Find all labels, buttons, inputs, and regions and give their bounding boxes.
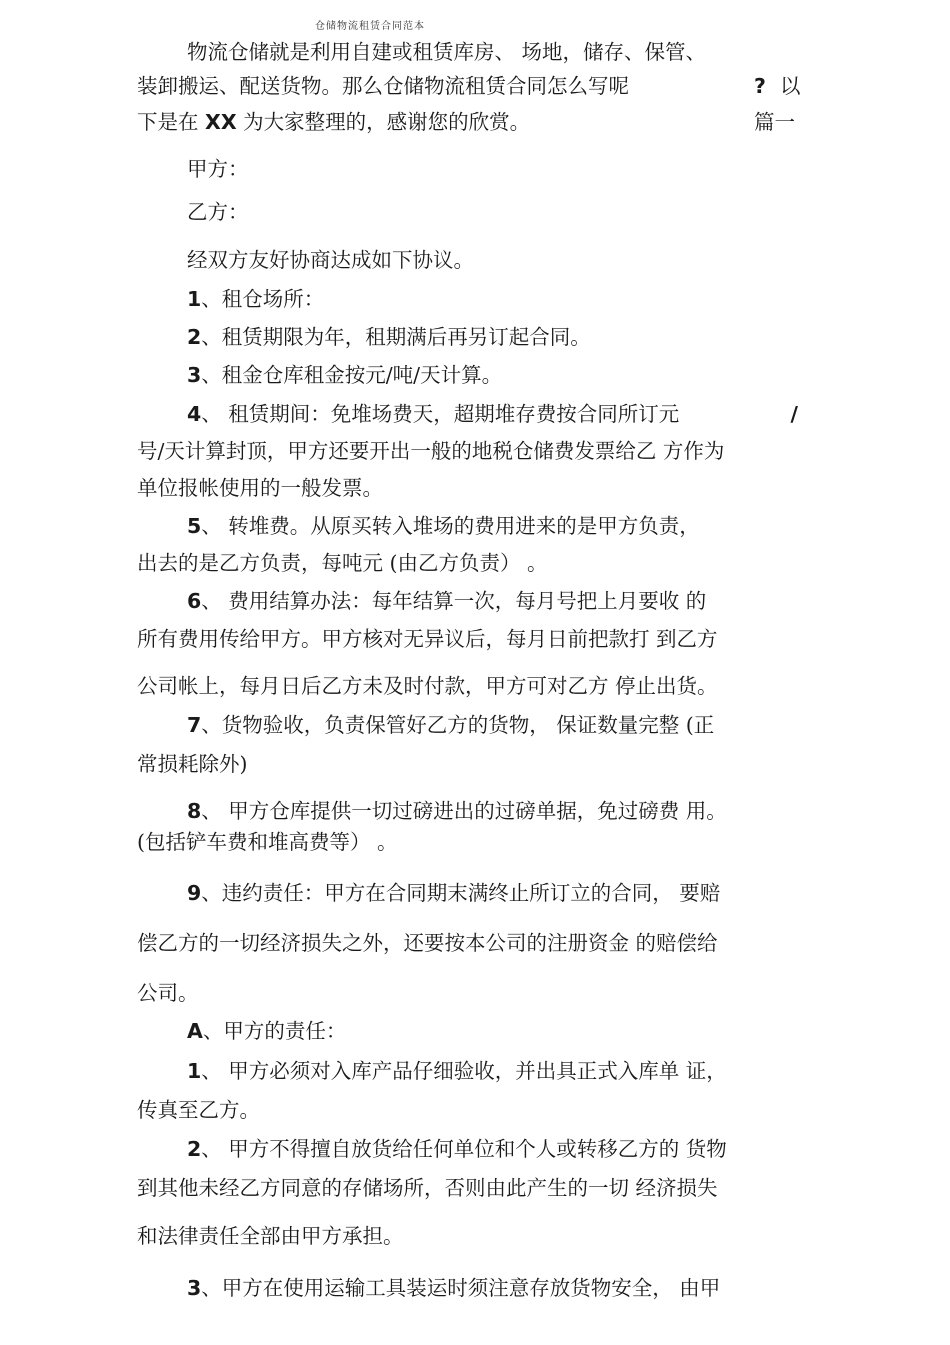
clause-6 xyxy=(187,587,802,615)
clause-number: 7 xyxy=(187,713,202,737)
section-a-heading xyxy=(187,1017,802,1045)
intro-line-1: 物流仓储就是利用自建或租赁库房、 场地，储存、保管、 xyxy=(187,40,707,64)
clause-7-line-2: 常损耗除外) xyxy=(137,752,248,776)
clause-6-line-3: 公司帐上，每月日后乙方未及时付款，甲方可对乙方 停止出货。 xyxy=(137,674,718,698)
clause-4-line-2: 号/天计算封顶，甲方还要开出一般的地税仓储费发票给乙 方作为 xyxy=(137,439,725,463)
duty-number: 3 xyxy=(187,1276,202,1300)
clause-number: 9 xyxy=(187,881,202,905)
intro-line-3-post: 为大家整理的，感谢您的欣赏。 xyxy=(236,110,531,134)
duty-3 xyxy=(187,1274,802,1302)
clause-number: 2 xyxy=(187,325,202,349)
clause-5 xyxy=(187,512,802,540)
clause-number: 8 xyxy=(187,799,202,823)
page-header-title: 仓储物流租赁合同范本 xyxy=(315,21,425,32)
clause-text: 、 费用结算办法：每年结算一次，每月号把上月要收 的 xyxy=(201,589,707,613)
duty-text: 、 甲方必须对入库产品仔细验收，并出具正式入库单 证， xyxy=(201,1059,727,1083)
preamble: 经双方友好协商达成如下协议。 xyxy=(187,248,474,272)
clause-5-line-2: 出去的是乙方负责，每吨元 (由乙方负责） 。 xyxy=(137,551,548,575)
duty-2-line-2: 到其他未经乙方同意的存储场所，否则由此产生的一切 经济损失 xyxy=(137,1176,718,1200)
clause-text: 、违约责任：甲方在合同期末满终止所订立的合同， 要赔 xyxy=(201,881,721,905)
intro-line-2-text: 装卸搬运、配送货物。那么仓储物流租赁合同怎么写呢 xyxy=(137,74,629,98)
intro-xx: XX xyxy=(205,110,237,134)
intro-piece-label: 篇一 xyxy=(754,110,795,134)
clause-text: 、 甲方仓库提供一切过磅进出的过磅单据，免过磅费 用。 xyxy=(201,799,727,823)
party-a-label: 甲方： xyxy=(187,157,249,181)
clause-number: 5 xyxy=(187,514,202,538)
clause-8-line-2: (包括铲车费和堆高费等） 。 xyxy=(137,830,398,854)
duty-1-line-2: 传真至乙方。 xyxy=(137,1098,260,1122)
clause-4 xyxy=(187,400,802,428)
clause-9-line-3: 公司。 xyxy=(137,981,199,1005)
duty-text: 、甲方在使用运输工具装运时须注意存放货物安全， 由甲 xyxy=(201,1276,721,1300)
clause-text: 、 转堆费。从原买转入堆场的费用进来的是甲方负责， xyxy=(201,514,700,538)
clause-8 xyxy=(187,797,802,825)
clause-number: 1 xyxy=(187,287,202,311)
clause-text: 、租赁期限为年，租期满后再另订起合同。 xyxy=(201,325,591,349)
clause-text: 、租仓场所： xyxy=(201,287,325,311)
clause-number: 6 xyxy=(187,589,202,613)
duty-2 xyxy=(187,1135,802,1163)
clause-3 xyxy=(187,361,802,389)
clause-text: 、 租赁期间：免堆场费天，超期堆存费按合同所订元 xyxy=(201,402,680,426)
clause-4-slash: / xyxy=(790,402,798,426)
intro-question-mark: ? xyxy=(754,74,766,98)
party-b-label: 乙方： xyxy=(187,200,249,224)
section-a-title: 、甲方的责任： xyxy=(202,1019,347,1043)
clause-number: 4 xyxy=(187,402,202,426)
clause-text: 、货物验收，负责保管好乙方的货物， 保证数量完整 (正 xyxy=(201,713,715,737)
clause-4-line-3: 单位报帐使用的一般发票。 xyxy=(137,476,383,500)
clause-number: 3 xyxy=(187,363,202,387)
clause-text: 、租金仓库租金按元/吨/天计算。 xyxy=(201,363,503,387)
section-a-letter: A xyxy=(187,1019,203,1043)
clause-1 xyxy=(187,285,802,313)
clause-2 xyxy=(187,323,802,351)
duty-number: 2 xyxy=(187,1137,202,1161)
duty-1 xyxy=(187,1057,802,1085)
intro-line-2 xyxy=(137,72,802,100)
intro-line-3 xyxy=(137,108,802,136)
clause-9 xyxy=(187,879,802,907)
clause-7 xyxy=(187,711,802,739)
clause-9-line-2: 偿乙方的一切经济损失之外，还要按本公司的注册资金 的赔偿给 xyxy=(137,931,718,955)
duty-number: 1 xyxy=(187,1059,202,1083)
duty-text: 、 甲方不得擅自放货给任何单位和个人或转移乙方的 货物 xyxy=(201,1137,727,1161)
clause-6-line-2: 所有费用传给甲方。甲方核对无异议后，每月日前把款打 到乙方 xyxy=(137,627,718,651)
duty-2-line-3: 和法律责任全部由甲方承担。 xyxy=(137,1224,404,1248)
intro-line-3-pre: 下是在 xyxy=(137,110,206,134)
intro-line-2-end: 以 xyxy=(780,74,801,98)
